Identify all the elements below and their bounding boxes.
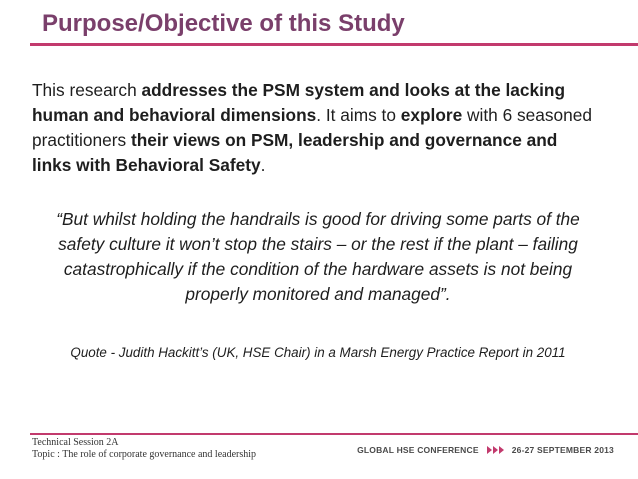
intro-text-4: . (260, 155, 266, 175)
intro-bold-3: their views on PSM, leadership and governance and links with Behavioral Safety (32, 130, 558, 175)
footer-session: Technical Session 2A (32, 437, 119, 448)
chevron-arrows-icon (487, 446, 504, 454)
conference-name: GLOBAL HSE CONFERENCE (357, 445, 479, 455)
intro-text-3: with 6 seasoned practitioners (32, 105, 592, 150)
intro-bold-1: addresses the PSM system and looks at the lacking human and behavioral dimensions (32, 80, 566, 125)
intro-text-1: This research (32, 80, 142, 100)
footer-topic: Topic : The role of corporate governance and leadership (32, 449, 257, 460)
quote-attribution: Quote - Judith Hackitt’s (UK, HSE Chair) in a Marsh Energy Practice Report in 2011 (70, 345, 566, 360)
footer-divider (30, 433, 638, 435)
quote-text: “But whilst holding the handrails is good for driving some parts of the safety culture it won’t stop the stairs – or the rest if the plant – failing catastrophically if the condition of the hardware assets is not being properly monitored and managed”. (56, 209, 580, 304)
intro-bold-2: explore (400, 105, 463, 125)
intro-paragraph (32, 78, 592, 178)
conference-logo (357, 445, 614, 455)
slide-title: Purpose/Objective of this Study (42, 10, 405, 37)
conference-dates: 26-27 SEPTEMBER 2013 (511, 445, 614, 455)
title-divider (30, 43, 638, 46)
intro-text-2: . It aims to (316, 105, 401, 125)
footer-session-info (32, 437, 256, 461)
